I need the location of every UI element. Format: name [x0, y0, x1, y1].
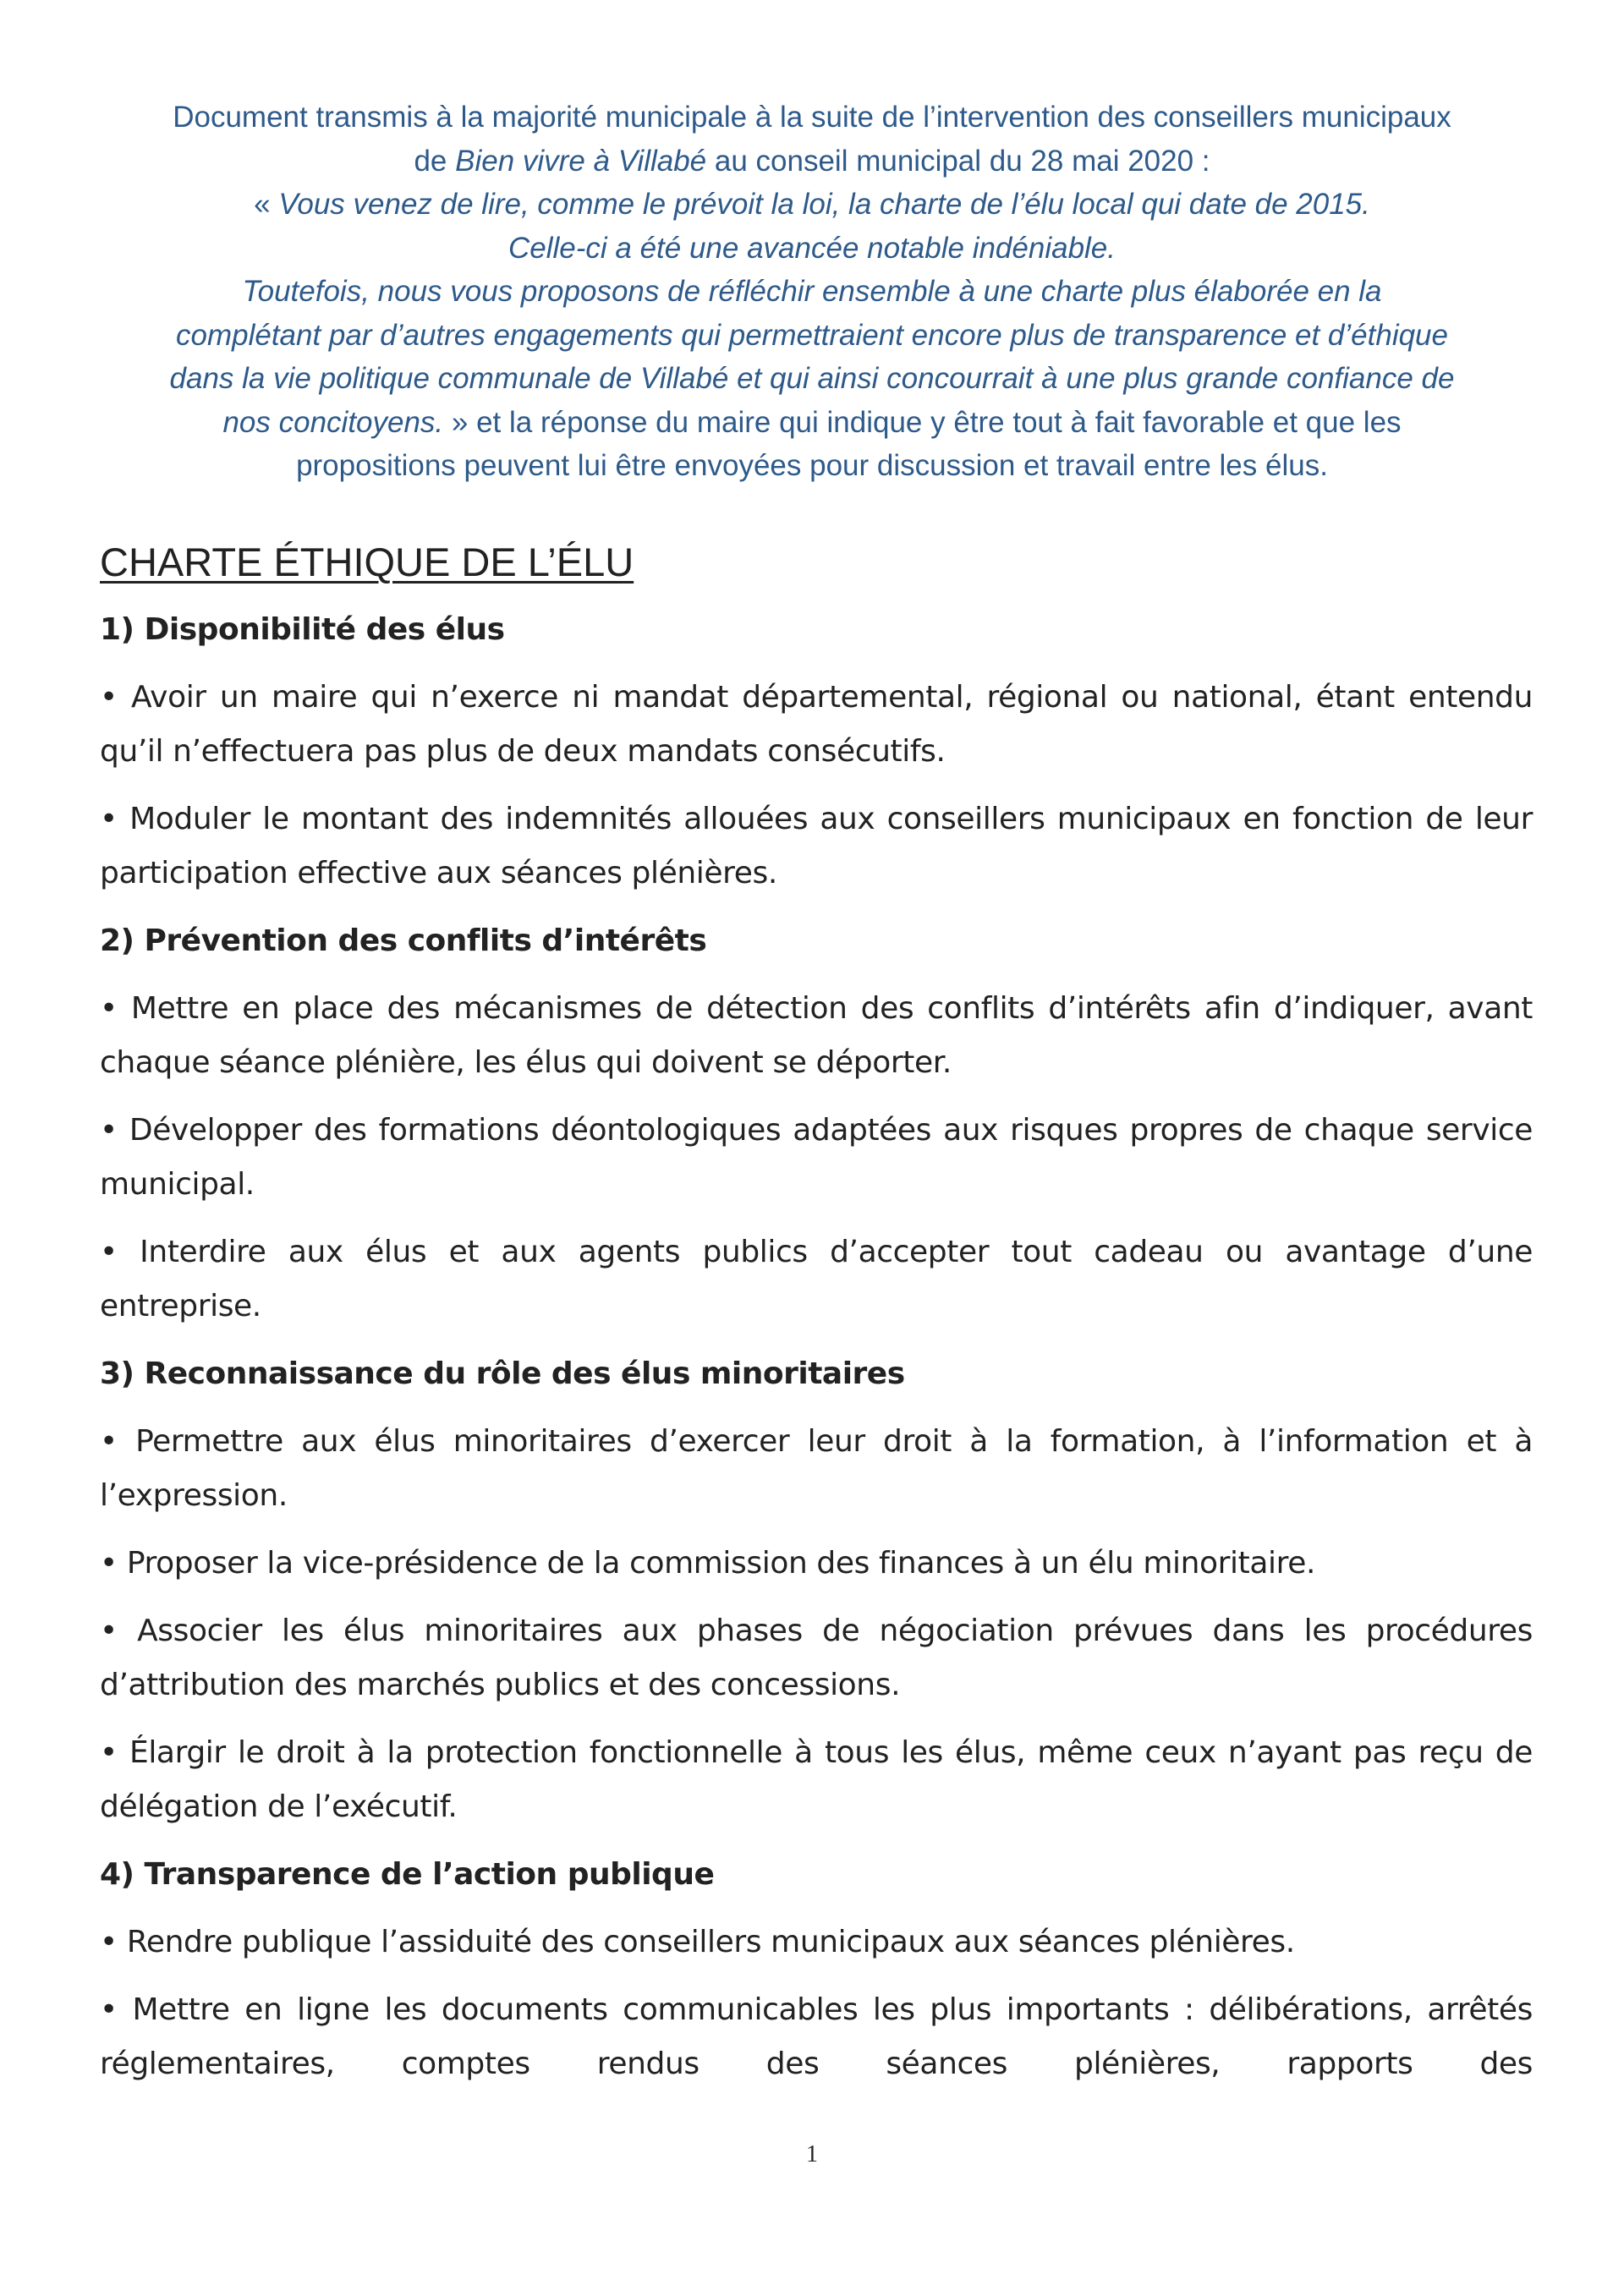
charter-item: • Mettre en ligne les documents communicables les plus importants : délibérations, arrêtés réglementaires, comptes rendus des séances plénières, rapports des	[100, 1992, 1533, 2081]
intro-italic-text: nos concitoyens.	[222, 405, 444, 439]
intro-line	[93, 140, 1531, 184]
section-heading: 4) Transparence de l’action publique	[100, 1857, 715, 1892]
section-heading: 3) Reconnaissance du rôle des élus minoritaires	[100, 1356, 905, 1391]
section-heading: 1) Disponibilité des élus	[100, 612, 505, 647]
intro-note	[93, 96, 1531, 488]
intro-italic-text: Bien vivre à Villabé	[455, 144, 707, 178]
charter-item: • Avoir un maire qui n’exerce ni mandat départemental, régional ou national, étant entendu qu’il n’effectuera pas plus de deux mandats consécutifs.	[100, 680, 1533, 769]
intro-line	[93, 270, 1531, 314]
intro-line	[93, 357, 1531, 401]
intro-line	[93, 183, 1531, 227]
section-heading: 2) Prévention des conflits d’intérêts	[100, 923, 707, 958]
intro-line	[93, 96, 1531, 140]
charter-item: • Élargir le droit à la protection fonctionnelle à tous les élus, même ceux n’ayant pas reçu de délégation de l’exécutif.	[100, 1735, 1533, 1824]
charter-item: • Associer les élus minoritaires aux phases de négociation prévues dans les procédures d’attribution des marchés publics et des concessions.	[100, 1614, 1533, 1702]
intro-italic-text: Celle-ci a été une avancée notable indéniable.	[508, 231, 1116, 265]
page-number: 1	[806, 2141, 818, 2167]
page-title: CHARTE ÉTHIQUE DE L’ÉLU	[100, 540, 634, 584]
intro-italic-text: Toutefois, nous vous proposons de réfléchir ensemble à une charte plus élaborée en la	[242, 275, 1382, 308]
sections	[100, 603, 1533, 2091]
intro-italic-text: dans la vie politique communale de Villabé et qui ainsi concourrait à une plus grande confiance de	[169, 362, 1455, 395]
charter-item: • Développer des formations déontologiques adaptées aux risques propres de chaque service municipal.	[100, 1113, 1533, 1202]
charter-item: • Moduler le montant des indemnités allouées aux conseillers municipaux en fonction de leur participation effective aux séances plénières.	[100, 802, 1533, 890]
intro-italic-text: complétant par d’autres engagements qui permettraient encore plus de transparence et d’éthique	[176, 318, 1448, 352]
intro-text: de	[414, 144, 456, 178]
charter-item: • Proposer la vice-présidence de la commission des finances à un élu minoritaire.	[100, 1546, 1316, 1581]
charter-body	[100, 535, 1533, 2105]
charter-item: • Rendre publique l’assiduité des conseillers municipaux aux séances plénières.	[100, 1925, 1295, 1959]
intro-italic-text: Vous venez de lire, comme le prévoit la loi, la charte de l’élu local qui date de 2015.	[278, 188, 1370, 221]
intro-text: » et la réponse du maire qui indique y être tout à fait favorable et que les	[443, 405, 1402, 439]
charter-item: • Interdire aux élus et aux agents publics d’accepter tout cadeau ou avantage d’une entreprise.	[100, 1235, 1533, 1323]
charter-item: • Permettre aux élus minoritaires d’exercer leur droit à la formation, à l’information et à l’expression.	[100, 1424, 1533, 1513]
intro-line	[93, 314, 1531, 358]
intro-text: propositions peuvent lui être envoyées pour discussion et travail entre les élus.	[296, 449, 1328, 482]
charter-item: • Mettre en place des mécanismes de détection des conflits d’intérêts afin d’indiquer, avant chaque séance plénière, les élus qui doivent se déporter.	[100, 991, 1533, 1080]
intro-line	[93, 227, 1531, 271]
intro-text: Document transmis à la majorité municipale à la suite de l’intervention des conseillers municipaux	[173, 101, 1451, 134]
intro-line	[93, 401, 1531, 445]
intro-text: «	[254, 188, 279, 221]
intro-line	[93, 444, 1531, 488]
intro-text: au conseil municipal du 28 mai 2020 :	[706, 144, 1210, 178]
